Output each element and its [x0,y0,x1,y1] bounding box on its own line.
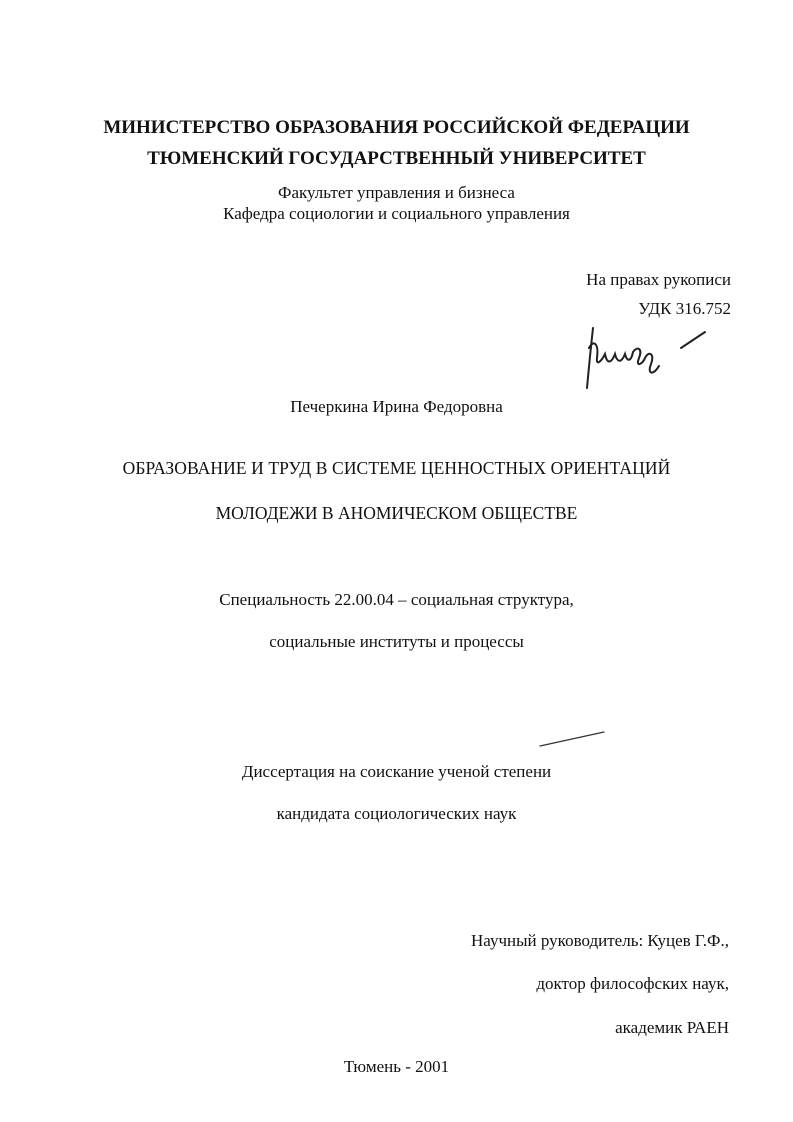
university-heading: ТЮМЕНСКИЙ ГОСУДАРСТВЕННЫЙ УНИВЕРСИТЕТ [147,148,646,169]
dissertation-degree-line-1: Диссертация на соискание ученой степени [241,762,552,781]
handwritten-signature [575,318,715,393]
faculty-name: Факультет управления и бизнеса [278,183,515,202]
ministry-heading: МИНИСТЕРСТВО ОБРАЗОВАНИЯ РОССИЙСКОЙ ФЕДЕРАЦИИ [103,117,690,138]
specialty-line-2: социальные институты и процессы [269,632,524,651]
supervisor-title: академик РАЕН [615,1018,729,1037]
udk-code: УДК 316.752 [638,299,731,318]
dissertation-title-line-2: МОЛОДЕЖИ В АНОМИЧЕСКОМ ОБЩЕСТВЕ [215,503,578,523]
scan-stroke-mark [538,728,608,750]
specialty-line-1: Специальность 22.00.04 – социальная структура, [219,590,574,609]
supervisor-name: Научный руководитель: Куцев Г.Ф., [471,931,729,950]
dissertation-title-line-1: ОБРАЗОВАНИЕ И ТРУД В СИСТЕМЕ ЦЕННОСТНЫХ ОРИЕНТАЦИЙ [122,458,671,478]
city-year: Тюмень - 2001 [343,1057,450,1076]
department-name: Кафедра социологии и социального управления [223,204,570,223]
supervisor-degree: доктор философских наук, [536,974,729,993]
manuscript-rights-note: На правах рукописи [586,270,731,289]
dissertation-degree-line-2: кандидата социологических наук [276,804,517,823]
author-name: Печеркина Ирина Федоровна [290,397,503,416]
